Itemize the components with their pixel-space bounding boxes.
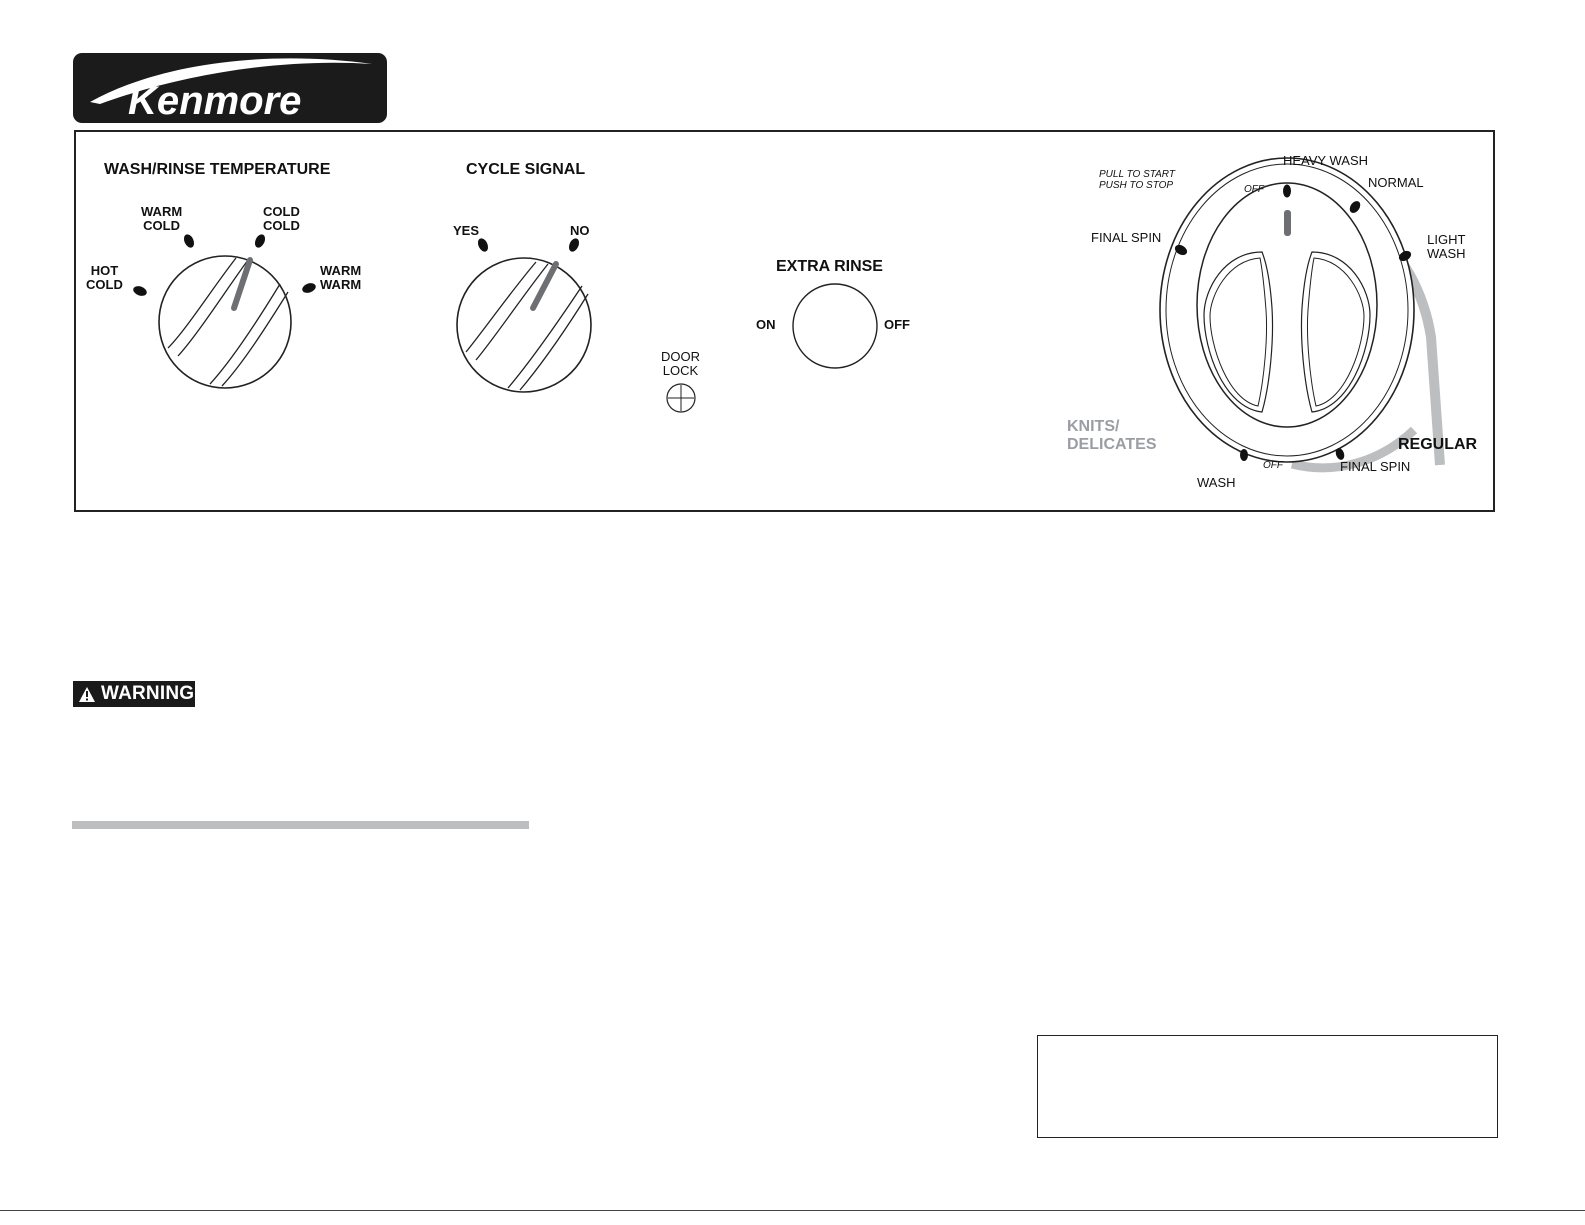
indicator-dot-no <box>567 237 581 253</box>
indicator-dot-cold-cold <box>253 233 267 249</box>
warning-badge <box>73 681 195 707</box>
off-label-bottom: OFF <box>1263 460 1283 471</box>
cycle-signal-title: CYCLE SIGNAL <box>466 161 586 178</box>
light-wash-label: LIGHT WASH <box>1427 232 1466 261</box>
cycle-signal-knob[interactable] <box>457 258 591 392</box>
option-hot-cold: HOT COLD <box>86 263 123 292</box>
section-divider <box>72 821 529 829</box>
option-no: NO <box>570 223 590 238</box>
cycle-dial-knob[interactable] <box>1160 158 1414 462</box>
option-warm-cold: WARM COLD <box>141 204 183 233</box>
extra-rinse-off-label: OFF <box>884 317 910 332</box>
door-lock-label: DOOR LOCK <box>661 349 700 378</box>
option-cold-cold: COLD COLD <box>263 204 300 233</box>
temperature-knob[interactable] <box>159 256 291 388</box>
note-box <box>1037 1035 1498 1138</box>
control-panel-artwork <box>74 130 1495 512</box>
page-bottom-rule <box>0 1210 1585 1211</box>
indicator-dot-yes <box>476 237 490 253</box>
final-spin-left-label: FINAL SPIN <box>1091 230 1162 245</box>
indicator-dot-hot-cold <box>132 284 148 297</box>
door-lock-indicator <box>667 384 695 412</box>
dial-instructions: PULL TO START PUSH TO STOP <box>1099 169 1175 191</box>
warning-triangle-icon <box>78 686 96 703</box>
wash-label: WASH <box>1197 475 1236 490</box>
indicator-dot-off-top <box>1283 185 1291 198</box>
normal-label: NORMAL <box>1368 175 1424 190</box>
regular-label: REGULAR <box>1398 436 1478 453</box>
kenmore-logo <box>72 52 388 124</box>
indicator-dot-warm-warm <box>301 281 317 294</box>
final-spin-right-label: FINAL SPIN <box>1340 459 1411 474</box>
cycle-dial-pointer <box>1284 210 1291 236</box>
brand-name: Kenmore <box>128 79 302 123</box>
temperature-title: WASH/RINSE TEMPERATURE <box>104 161 331 178</box>
heavy-wash-label: HEAVY WASH <box>1283 153 1369 168</box>
extra-rinse-on-label: ON <box>756 317 776 332</box>
off-label-top: OFF <box>1244 184 1264 195</box>
extra-rinse-button[interactable] <box>793 284 877 368</box>
extra-rinse-title: EXTRA RINSE <box>776 258 883 275</box>
indicator-dot-wash <box>1240 449 1248 461</box>
option-yes: YES <box>453 223 480 238</box>
option-warm-warm: WARM WARM <box>320 263 362 292</box>
indicator-dot-warm-cold <box>182 233 196 249</box>
warning-label: WARNING <box>101 683 195 704</box>
knits-delicates-label: KNITS/ DELICATES <box>1067 418 1157 453</box>
